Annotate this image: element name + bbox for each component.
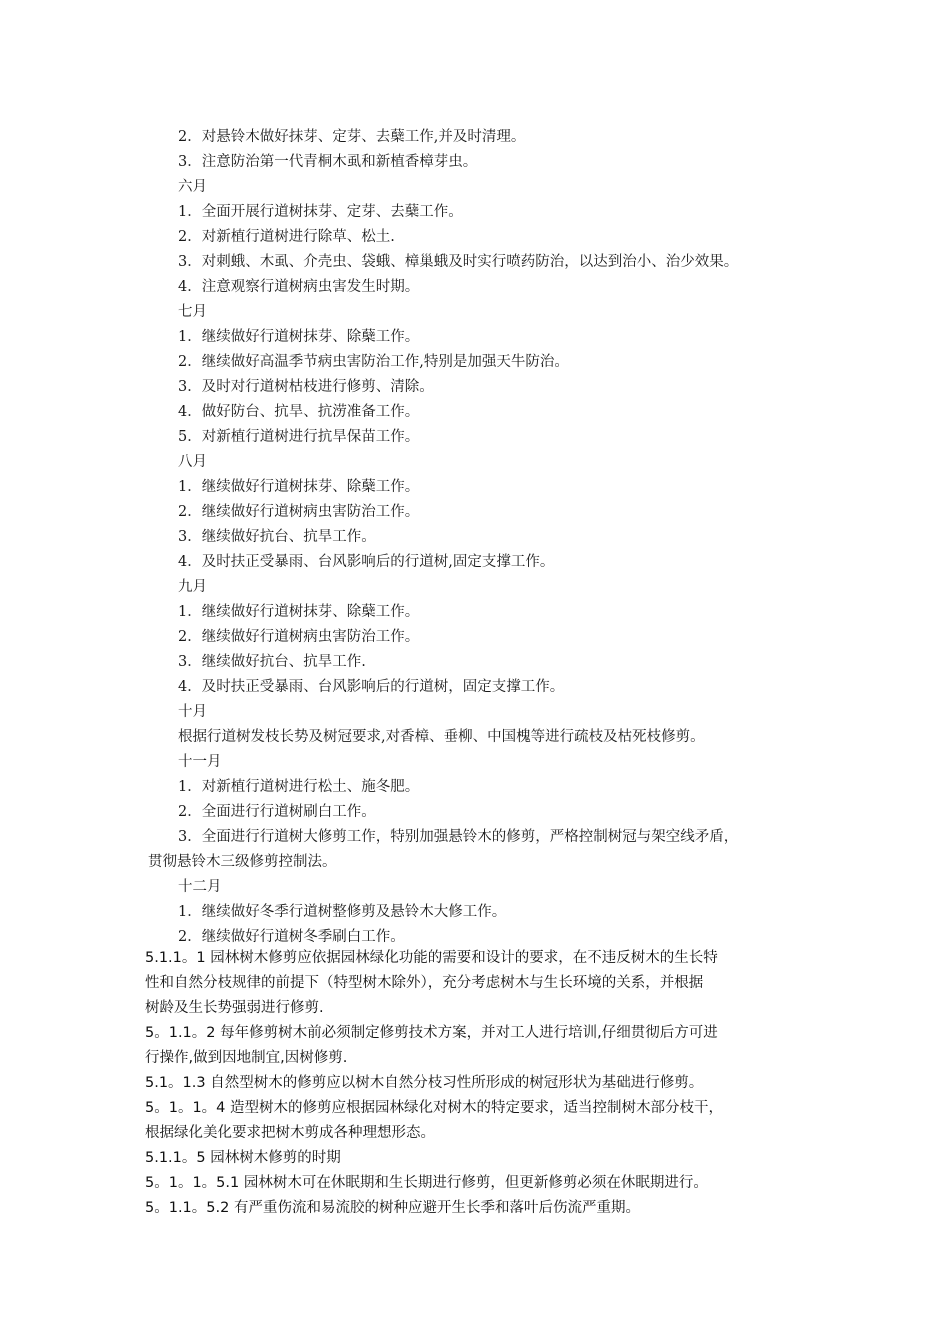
month-heading: 六月 [178, 179, 207, 195]
section-paragraph-line: 根据绿化美化要求把树木剪成各种理想形态。 [145, 1125, 435, 1141]
text-line: 2．对新植行道树进行除草、松土. [178, 229, 395, 245]
text-line: 3．及时对行道树枯枝进行修剪、清除。 [178, 379, 434, 395]
month-heading: 八月 [178, 454, 207, 470]
text-line: 根据行道树发枝长势及树冠要求,对香樟、垂柳、中国槐等进行疏枝及枯死枝修剪。 [178, 729, 705, 745]
section-paragraph-line: 5.1.1。1 园林树木修剪应依据园林绿化功能的需要和设计的要求，在不违反树木的生长特 [145, 950, 718, 966]
text-line: 4．做好防台、抗旱、抗涝准备工作。 [178, 404, 420, 420]
text-line: 2．继续做好高温季节病虫害防治工作,特别是加强天牛防治。 [178, 354, 569, 370]
month-heading: 九月 [178, 579, 207, 595]
section-paragraph-line: 5。1。1。5.1 园林树木可在休眠期和生长期进行修剪，但更新修剪必须在休眠期进行。 [145, 1175, 708, 1191]
text-line: 2．继续做好行道树冬季刷白工作。 [178, 929, 405, 945]
text-line: 3．全面进行行道树大修剪工作，特别加强悬铃木的修剪，严格控制树冠与架空线矛盾， [178, 829, 739, 845]
text-line: 1．继续做好行道树抹芽、除蘖工作。 [178, 329, 420, 345]
text-line: 2．继续做好行道树病虫害防治工作。 [178, 629, 420, 645]
text-line: 1．全面开展行道树抹芽、定芽、去蘖工作。 [178, 204, 463, 220]
section-paragraph-line: 5。1.1。5.2 有严重伤流和易流胶的树种应避开生长季和落叶后伤流严重期。 [145, 1200, 640, 1216]
section-paragraph-line: 5。1.1。2 每年修剪树木前必须制定修剪技术方案，并对工人进行培训,仔细贯彻后方可进 [145, 1025, 718, 1041]
section-paragraph-line: 树龄及生长势强弱进行修剪. [145, 1000, 324, 1016]
month-heading: 十二月 [178, 879, 222, 895]
section-paragraph-line: 行操作,做到因地制宜,因树修剪. [145, 1050, 348, 1066]
month-heading: 十月 [178, 704, 207, 720]
text-line: 贯彻悬铃木三级修剪控制法。 [148, 854, 337, 870]
text-line: 1．继续做好冬季行道树整修剪及悬铃木大修工作。 [178, 904, 507, 920]
text-line: 4．及时扶正受暴雨、台风影响后的行道树,固定支撑工作。 [178, 554, 555, 570]
text-line: 2．对悬铃木做好抹芽、定芽、去蘖工作,并及时清理。 [178, 129, 526, 145]
text-line: 3．对刺蛾、木虱、介壳虫、袋蛾、樟巢蛾及时实行喷药防治，以达到治小、治少效果。 [178, 254, 739, 270]
text-line: 2．继续做好行道树病虫害防治工作。 [178, 504, 420, 520]
text-line: 1．对新植行道树进行松土、施冬肥。 [178, 779, 420, 795]
section-paragraph-line: 性和自然分枝规律的前提下（特型树木除外），充分考虑树木与生长环境的关系，并根据 [145, 975, 704, 991]
section-heading: 5.1.1。5 园林树木修剪的时期 [145, 1150, 341, 1166]
text-line: 1．继续做好行道树抹芽、除蘖工作。 [178, 479, 420, 495]
text-line: 5．对新植行道树进行抗旱保苗工作。 [178, 429, 420, 445]
month-heading: 七月 [178, 304, 207, 320]
text-line: 1．继续做好行道树抹芽、除蘖工作。 [178, 604, 420, 620]
text-line: 2．全面进行行道树刷白工作。 [178, 804, 376, 820]
text-line: 3．继续做好抗台、抗旱工作. [178, 654, 366, 670]
text-line: 4．及时扶正受暴雨、台风影响后的行道树，固定支撑工作。 [178, 679, 565, 695]
section-paragraph-line: 5.1。1.3 自然型树木的修剪应以树木自然分枝习性所形成的树冠形状为基础进行修剪。 [145, 1075, 704, 1091]
text-line: 3．注意防治第一代青桐木虱和新植香樟芽虫。 [178, 154, 478, 170]
section-paragraph-line: 5。1。1。4 造型树木的修剪应根据园林绿化对树木的特定要求，适当控制树木部分枝干， [145, 1100, 724, 1116]
text-line: 4．注意观察行道树病虫害发生时期。 [178, 279, 420, 295]
month-heading: 十一月 [178, 754, 222, 770]
text-line: 3．继续做好抗台、抗旱工作。 [178, 529, 376, 545]
